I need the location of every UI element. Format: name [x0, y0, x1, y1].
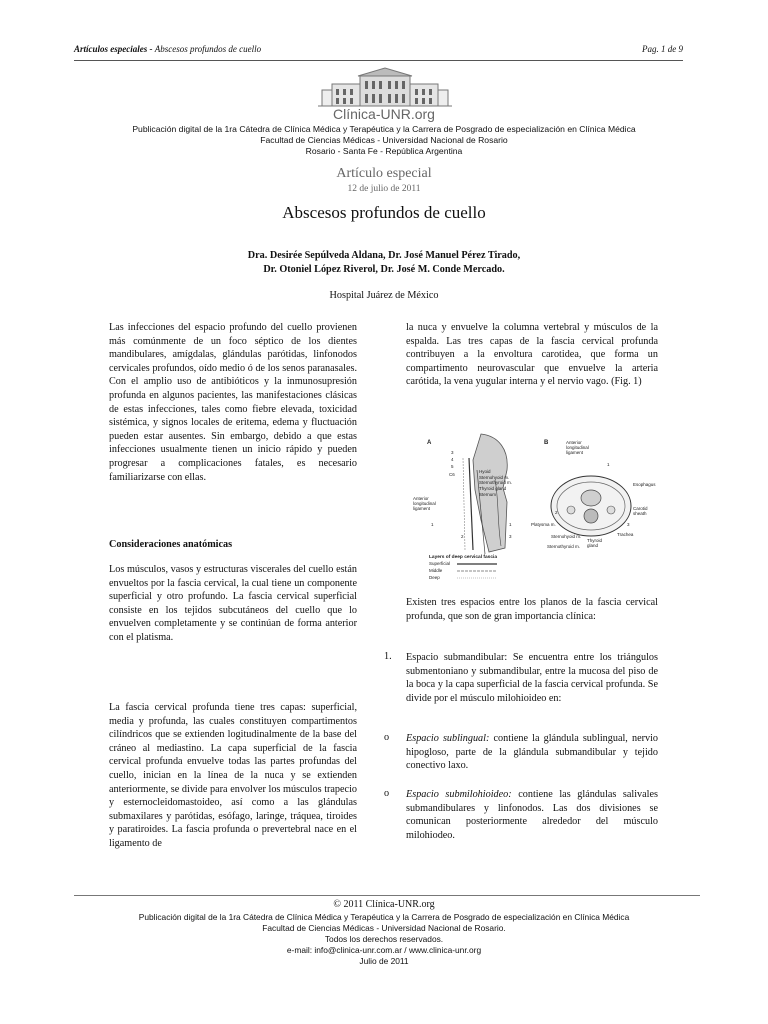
neck-fascia-figure: [411, 430, 657, 582]
svg-text:sheath: sheath: [633, 511, 647, 516]
svg-text:1: 1: [431, 522, 434, 527]
publication-line-3: Rosario - Santa Fe - República Argentina: [305, 146, 463, 156]
sublist-term-sublingual: Espacio sublingual:: [406, 733, 490, 744]
authors-line-2: Dr. Otoniel López Riverol, Dr. José M. Conde Mercado.: [263, 264, 505, 275]
svg-text:Esophagus: Esophagus: [633, 482, 656, 487]
footer-line-2: Facultad de Ciencias Médicas - Universidad Nacional de Rosario.: [262, 923, 506, 933]
svg-text:longitudinal: longitudinal: [566, 445, 589, 450]
legend-superficial: Superficial: [429, 561, 451, 566]
footer-contact[interactable]: e-mail: info@clinica-unr.com.ar / www.clinica-unr.org: [286, 945, 482, 955]
svg-text:Trachea: Trachea: [617, 532, 634, 537]
legend-middle: Middle: [429, 568, 443, 573]
footer-date: Julio de 2011: [359, 956, 409, 966]
sublist-bullet-2: o: [384, 788, 390, 799]
sublist-item-sublingual: [406, 732, 658, 773]
publication-line-2: Facultad de Ciencias Médicas - Universidad Nacional de Rosario: [260, 135, 508, 145]
article-kind: Artículo especial: [336, 166, 432, 181]
header-topic: Abscesos profundos de cuello: [154, 44, 262, 54]
paragraph-intro: Las infecciones del espacio profundo del cuello provienen más comúnmente de un foco séptico de los dientes mandibulares, amígdalas, glándulas parótidas, linfonodos cervicales profundos, oído medio ó de los senos paranasales. Con el amplio uso de antibióticos y la inmunosupresión profunda en algunos pacientes, las manifestaciones clásicas de estas infecciones, tales como fiebre elevada, toxicidad sistémica, y signos locales de eritema, edema y fluctuación pueden estar ausentes. Sin embargo, debido a que estas infecciones usualmente tienen un inicio rápido y pueden progresar a complicaciones fatales, es necesario familiarizarse con ellas.: [109, 322, 357, 483]
svg-text:2: 2: [555, 510, 558, 515]
svg-text:1: 1: [509, 522, 512, 527]
footer-line-3: Todos los derechos reservados.: [324, 934, 444, 944]
header-section: Artículos especiales -: [74, 44, 153, 54]
list-item-submandibular: Espacio submandibular: Se encuentra entre los triángulos submentoniano y submandibular, entre la mucosa del piso de la boca y la capa superficial de la fascia cervical profunda. Se divide por el músculo milohioideo en:: [406, 652, 658, 704]
paragraph-fascia-superficial: Los músculos, vasos y estructuras viscerales del cuello están envueltos por la fascia cervical, la cual tiene un componente superficial y otro profundo. La fascia cervical superficial consiste en los tejidos subcutáneos del cuello que lo envuelven completamente y se continúan de forma anterior con el platisma.: [109, 564, 357, 643]
logo-text: Clínica-UNR.org: [333, 106, 435, 122]
hospital: Hospital Juárez de México: [329, 290, 439, 301]
authors: [0, 249, 768, 277]
footer-divider: [74, 895, 700, 896]
svg-text:longitudinal: longitudinal: [413, 501, 436, 506]
figure-label-b: B: [544, 440, 549, 446]
legend-deep: Deep: [429, 575, 440, 580]
svg-text:4: 4: [451, 457, 454, 462]
running-header: [74, 44, 683, 61]
svg-text:Sternohyoid m.: Sternohyoid m.: [479, 475, 510, 480]
footer-copyright: © 2011 Clínica-UNR.org: [333, 899, 435, 910]
footer-line-1: Publicación digital de la 1ra Cátedra de Clínica Médica y Terapéutica y la Carrera de Posgrado de especialización en Clínica Médica: [138, 912, 630, 922]
svg-text:Carotid: Carotid: [633, 506, 648, 511]
article-title: Abscesos profundos de cuello: [282, 203, 486, 222]
svg-text:ligament: ligament: [566, 450, 584, 455]
paragraph-fascia-profunda: La fascia cervical profunda tiene tres capas: superficial, media y profunda, las cuales constituyen compartimentos cilíndricos que se extienden logitudinalmente de la base del cráneo al mediastino. La capa superficial de la fascia cervical profunda envuelve todas las partes profundas del cuello, inician en la línea de la nuca y se extienden anteriormente, se divide para envolver los músculos trapecio y esternocleidomastoideo, así como a las glándulas submaxilares y parótidas, esófago, laringe, tráquea, tiroides y paratiroides. La fascia profunda o prevertebral nace en el ligamento de: [109, 702, 357, 849]
publication-line-1: Publicación digital de la 1ra Cátedra de Clínica Médica y Terapéutica y la Carrera de Posgrado de especialización en Clínica Médica: [132, 124, 636, 134]
svg-text:C6: C6: [449, 472, 455, 477]
list-number-1: 1.: [384, 651, 392, 662]
figure-label-a: A: [427, 440, 432, 446]
svg-text:gland: gland: [587, 543, 599, 548]
svg-text:1: 1: [607, 462, 610, 467]
svg-text:2: 2: [461, 534, 464, 539]
svg-text:Sternothyroid m.: Sternothyroid m.: [547, 544, 581, 549]
sublist-bullet-1: o: [384, 732, 390, 743]
authors-line-1: Dra. Desirée Sepúlveda Aldana, Dr. José Manuel Pérez Tirado,: [247, 250, 521, 261]
svg-text:3: 3: [451, 450, 454, 455]
svg-text:Platysma m.: Platysma m.: [531, 522, 556, 527]
svg-text:Thyroid: Thyroid: [587, 538, 603, 543]
section-heading: Consideraciones anatómicas: [109, 539, 233, 550]
svg-text:3: 3: [627, 522, 630, 527]
sublist-text-sublingual: contiene la glándula sublingual, nervio hipogloso, parte de la glándula submandibular y tejido conectivo laxo.: [406, 733, 658, 772]
running-header-left: [74, 44, 261, 54]
svg-text:Sternothyroid m.: Sternothyroid m.: [479, 480, 513, 485]
svg-text:Hyoid: Hyoid: [479, 469, 491, 474]
page-indicator: Pag. 1 de 9: [642, 44, 683, 54]
svg-text:Anterior: Anterior: [566, 440, 582, 445]
sublist-text-submilohioideo: contiene las glándulas salivales submandibulares y linfonodos. Las dos divisiones se comunican posteriormente alrededor del músculo milohiodeo.: [406, 789, 658, 841]
svg-text:ligament: ligament: [413, 506, 431, 511]
article-date: 12 de julio de 2011: [347, 184, 421, 194]
figure-legend-title: Layers of deep cervical fascia: [429, 555, 497, 560]
svg-text:5: 5: [451, 464, 454, 469]
sublist-term-submilohioideo: Espacio submilohioideo:: [406, 789, 512, 800]
svg-text:Sternum: Sternum: [479, 492, 497, 497]
paragraph-fascia-continued: la nuca y envuelve la columna vertebral y músculos de la espalda. Las tres capas de la fascia cervical profunda contribuyen a la envoltura carotidea, que forma un compartimento neurovascular que envuelve la arteria carótida, la vena yugular interna y el nervio vago. (Fig. 1): [406, 322, 658, 388]
svg-text:Thyroid gland: Thyroid gland: [479, 486, 507, 491]
svg-text:Sternohyoid m.: Sternohyoid m.: [551, 534, 582, 539]
svg-text:3: 3: [509, 534, 512, 539]
paragraph-espacios: Existen tres espacios entre los planos de la fascia cervical profunda, que son de gran importancia clínica:: [406, 597, 658, 622]
svg-text:Anterior: Anterior: [413, 496, 429, 501]
sublist-item-submilohioideo: [406, 788, 658, 842]
